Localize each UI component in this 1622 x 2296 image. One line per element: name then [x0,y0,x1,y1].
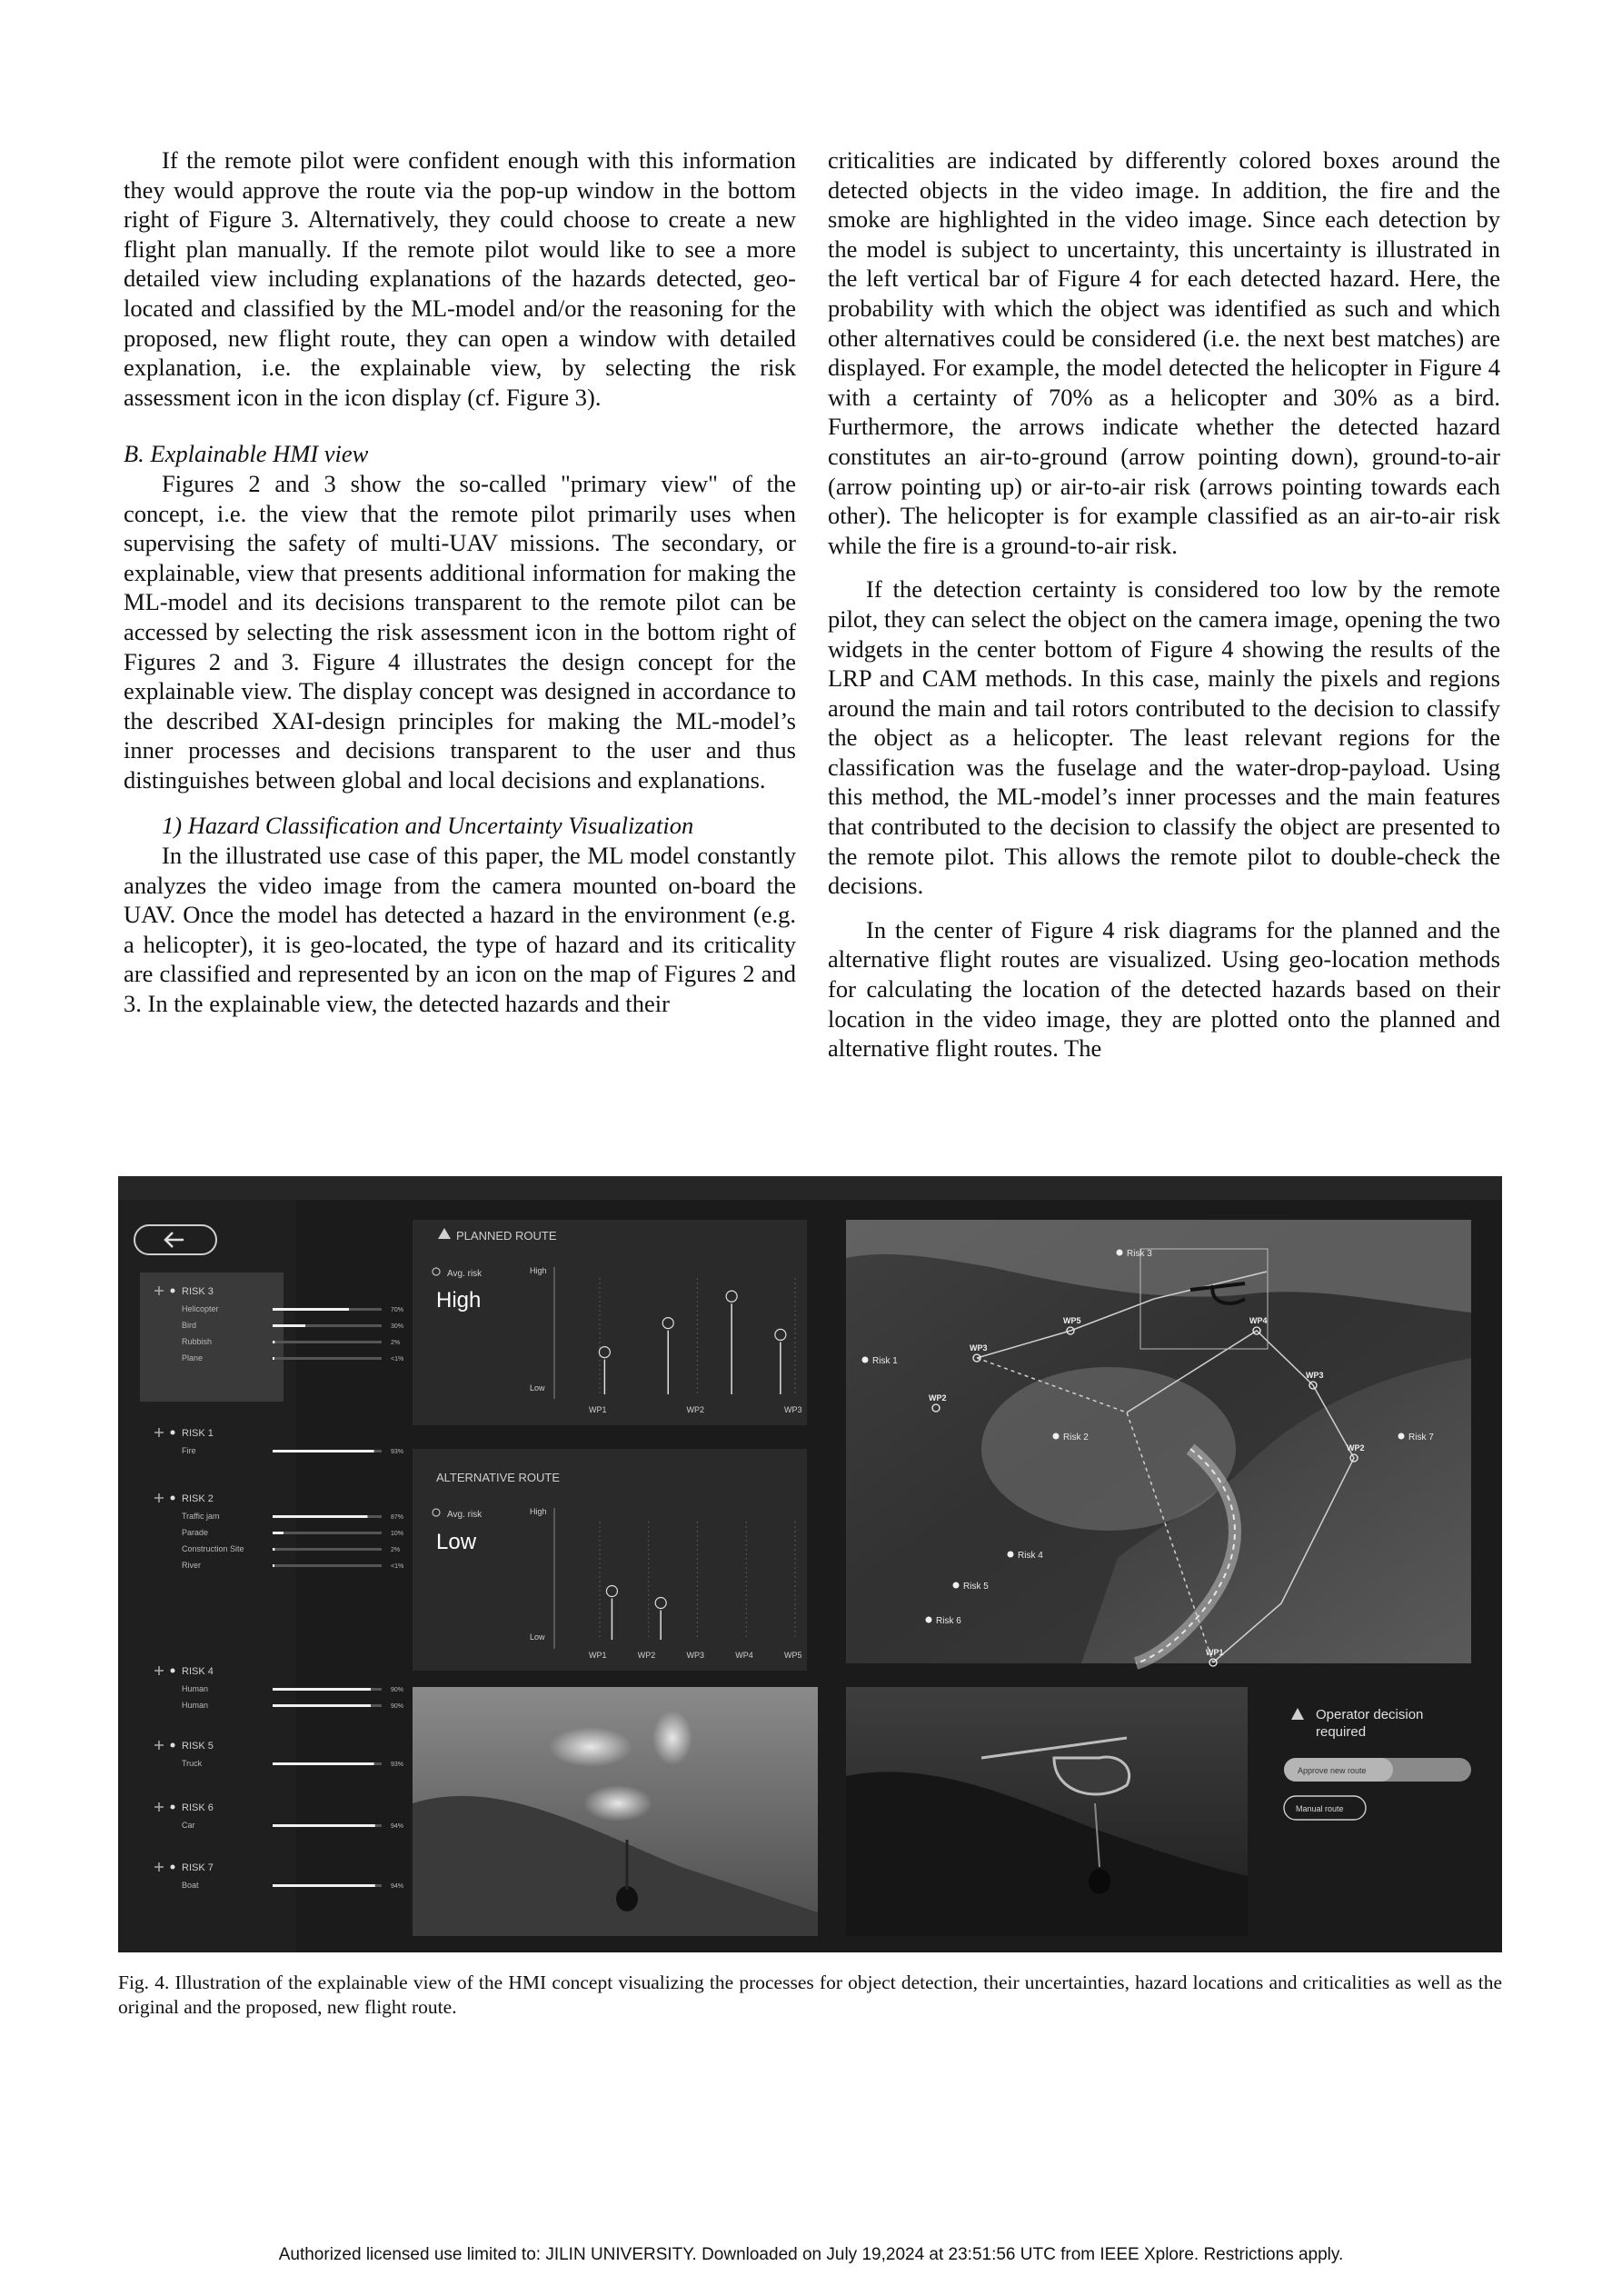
status-dot [171,1431,175,1435]
axis-low-label: Low [530,1383,545,1393]
class-label: Car [182,1821,195,1830]
risk-marker-dot [953,1582,960,1589]
status-dot [171,1496,175,1501]
probability-bar [273,1688,371,1691]
risk-map-label: Risk 3 [1127,1249,1152,1259]
probability-bar [273,1532,284,1534]
waypoint-label: WP4 [735,1651,753,1660]
probability-label: 93% [391,1449,404,1455]
paragraph: In the center of Figure 4 risk diagrams for the planned and the alternative flight routes are visualized. Using geo-location methods for calculating the location of the detected hazards based on their location in the video image, they are plotted onto the planned and alternative flight routes. The [828,915,1500,1063]
avg-risk-label: Avg. risk [447,1269,483,1279]
waypoint-label: WP1 [589,1651,607,1660]
probability-label: <1% [391,1563,404,1570]
probability-label: 93% [391,1762,404,1768]
planned-route-title: PLANNED ROUTE [456,1229,557,1243]
risk-title: RISK 2 [182,1493,214,1504]
risk-map-label: Risk 7 [1408,1433,1434,1442]
figure-canvas [118,1176,1502,1952]
probability-bar [273,1515,367,1518]
decision-title: Operator decision [1316,1707,1424,1722]
probability-bar [273,1450,374,1452]
risk-map-label: Risk 6 [936,1616,961,1626]
waypoint-map-label: WP2 [929,1393,947,1403]
risk-title: RISK 6 [182,1802,214,1813]
risk-map-label: Risk 1 [872,1356,898,1366]
waypoint-map-label: WP5 [1063,1316,1081,1325]
probability-label: 70% [391,1307,404,1313]
paragraph: If the remote pilot were confident enough with this information they would approve the route via the pop-up window in the bottom right of Figure 3. Alternatively, they could choose to create a new flight plan manually. If the remote pilot would like to see a more detailed view including explanations of the hazards detected, geo-located and classified by the ML-model and/or the reasoning for the proposed, new flight route, they can open a window with detailed explanation, i.e. the explainable view, by selecting the risk assessment icon in the icon display (cf. Figure 3). [124,146,796,411]
waypoint-label: WP1 [589,1405,607,1414]
status-dot [171,1289,175,1293]
waypoint-map-label: WP4 [1249,1316,1268,1325]
manual-route-button[interactable] [1284,1796,1366,1820]
probability-label: 2% [391,1340,401,1346]
axis-low-label: Low [530,1632,545,1642]
probability-bar [273,1357,274,1360]
class-label: Helicopter [182,1304,219,1313]
risk-map-label: Risk 4 [1018,1551,1043,1561]
risk-map-label: Risk 5 [963,1582,989,1592]
probability-bar [273,1564,274,1567]
class-label: Human [182,1701,209,1710]
risk-title: RISK 3 [182,1286,214,1297]
risk-map-label: Risk 2 [1063,1433,1089,1442]
probability-bar [273,1762,374,1765]
class-label: Fire [182,1446,196,1455]
waypoint-map-label: WP1 [1206,1648,1224,1657]
avg-risk-value: High [436,1288,482,1313]
waypoint-label: WP2 [637,1651,656,1660]
risk-marker-dot [1053,1433,1060,1440]
probability-bar [273,1884,375,1887]
waypoint-map-label: WP3 [970,1343,988,1353]
waypoint-label: WP5 [784,1651,802,1660]
lrp-heatmap-widget[interactable] [413,1687,818,1936]
probability-label: 90% [391,1703,404,1710]
paragraph: criticalities are indicated by differently colored boxes around the detected objects in the video image. In addition, the fire and the smoke are highlighted in the video image. Since each detection by the model is subject to uncertainty, this uncertainty is illustrated in the left vertical bar of Figure 4 for each detected hazard. Here, the probability with which the object was identified as such and which other alternatives could be considered (i.e. the next best matches) are displayed. For example, the model detected the helicopter in Figure 4 with a certainty of 70% as a helicopter and 30% as a bird. Furthermore, the arrows indicate whether the detected hazard constitutes an air-to-ground (arrow pointing down), ground-to-air (arrow pointing up) or air-to-air risk (arrows pointing towards each other). The helicopter is for example classified as an air-to-air risk while the fire is a ground-to-air risk. [828,146,1500,559]
page-footer: Authorized licensed use limited to: JILIN UNIVERSITY. Downloaded on July 19,2024 at 23:51:56 UTC from IEEE Xplore. Restrictions apply. [278,2245,1344,2264]
probability-bar [273,1308,349,1311]
paragraph: Figures 2 and 3 show the so-called "primary view" of the concept, i.e. the view that the remote pilot primarily uses when supervising the safety of multi-UAV missions. The secondary, or explainable, view that presents additional information for making the ML-model and its decisions transparent to the remote pilot can be accessed by selecting the risk assessment icon in the bottom right of Figures 2 and 3. Figure 4 illustrates the design concept for the explainable view. The display concept was designed in accordance to the described XAI-design principles for making the ML-model’s inner processes and decisions transparent to the user and thus distinguishes between global and local decisions and explanations. [124,469,796,794]
paragraph: In the illustrated use case of this paper, the ML model constantly analyzes the video image from the camera mounted on-board the UAV. Once the model has detected a hazard in the environment (e.g. a helicopter), it is geo-located, the type of hazard and its criticality are classified and represented by an icon on the map of Figures 2 and 3. In the explainable view, the detected hazards and their [124,842,796,1018]
probability-bar [273,1324,305,1327]
status-dot [171,1865,175,1870]
risk-marker-dot [862,1357,869,1363]
svg-text:Manual route: Manual route [1296,1804,1344,1813]
class-label: Bird [182,1321,197,1330]
svg-text:Approve new route: Approve new route [1298,1766,1367,1775]
figure-caption: Fig. 4. Illustration of the explainable view of the HMI concept visualizing the processes for object detection, their uncertainties, hazard locations and criticalities as well as the original and the proposed, new flight route. [118,1972,1502,2018]
probability-label: 94% [391,1823,404,1830]
class-label: Plane [182,1353,204,1363]
probability-bar [273,1704,371,1707]
waypoint-label: WP2 [686,1405,705,1414]
warning-icon [1291,1708,1304,1720]
class-label: Boat [182,1881,199,1890]
section-heading: B. Explainable HMI view [124,440,369,468]
subsection-heading: 1) Hazard Classification and Uncertainty Visualization [162,812,694,840]
aerial-map[interactable] [846,1220,1471,1666]
class-label: Human [182,1684,209,1693]
probability-label: 10% [391,1531,404,1537]
probability-label: 87% [391,1514,404,1521]
axis-high-label: High [530,1266,547,1275]
class-label: Parade [182,1528,209,1537]
left-column [124,145,796,1019]
risk-title: RISK 7 [182,1862,214,1873]
waypoint-map-label: WP2 [1347,1443,1365,1452]
alternative-route-title: ALTERNATIVE ROUTE [436,1471,561,1484]
probability-label: 90% [391,1687,404,1693]
risk-marker-dot [1117,1250,1123,1256]
waypoint-map-label: WP3 [1306,1371,1324,1380]
class-label: Truck [182,1759,203,1768]
risk-title: RISK 4 [182,1666,214,1677]
planned-route-panel [413,1220,807,1425]
waypoint-label: WP3 [686,1651,705,1660]
avg-risk-label: Avg. risk [447,1510,483,1520]
risk-marker-dot [926,1617,932,1623]
probability-bar [273,1548,274,1551]
axis-high-label: High [530,1507,547,1516]
status-dot [171,1805,175,1810]
risk-marker-dot [1008,1552,1014,1558]
status-dot [171,1743,175,1748]
class-label: River [182,1561,202,1570]
waypoint-label: WP3 [784,1405,802,1414]
decision-title-2: required [1316,1724,1367,1740]
right-column [828,145,1500,1063]
probability-label: <1% [391,1356,404,1363]
risk-marker-dot [1398,1433,1405,1440]
probability-label: 2% [391,1547,401,1553]
approve-route-button[interactable] [1284,1758,1471,1782]
paragraph: If the detection certainty is considered too low by the remote pilot, they can select the object on the camera image, opening the two widgets in the center bottom of Figure 4 showing the results of the LRP and CAM methods. In this case, mainly the pixels and regions around the main and tail rotors contributed to the decision to classify the object as a helicopter. The least relevant regions for the classification was the fuselage and the water-drop-payload. Using this method, the ML-model’s inner processes and the main features that contributed to the decision to classify the object are presented to the remote pilot. This allows the remote pilot to double-check the decisions. [828,575,1500,900]
risk-title: RISK 5 [182,1741,214,1752]
probability-label: 94% [391,1883,404,1890]
probability-bar [273,1824,375,1827]
status-dot [171,1669,175,1673]
figure-hmi-explainable-view [118,1176,1502,1952]
probability-bar [273,1341,274,1343]
probability-label: 30% [391,1323,404,1330]
class-label: Traffic jam [182,1512,220,1521]
cam-widget[interactable] [846,1687,1248,1936]
risk-title: RISK 1 [182,1428,214,1439]
class-label: Construction Site [182,1544,244,1553]
avg-risk-value: Low [436,1530,477,1554]
class-label: Rubbish [182,1337,213,1346]
